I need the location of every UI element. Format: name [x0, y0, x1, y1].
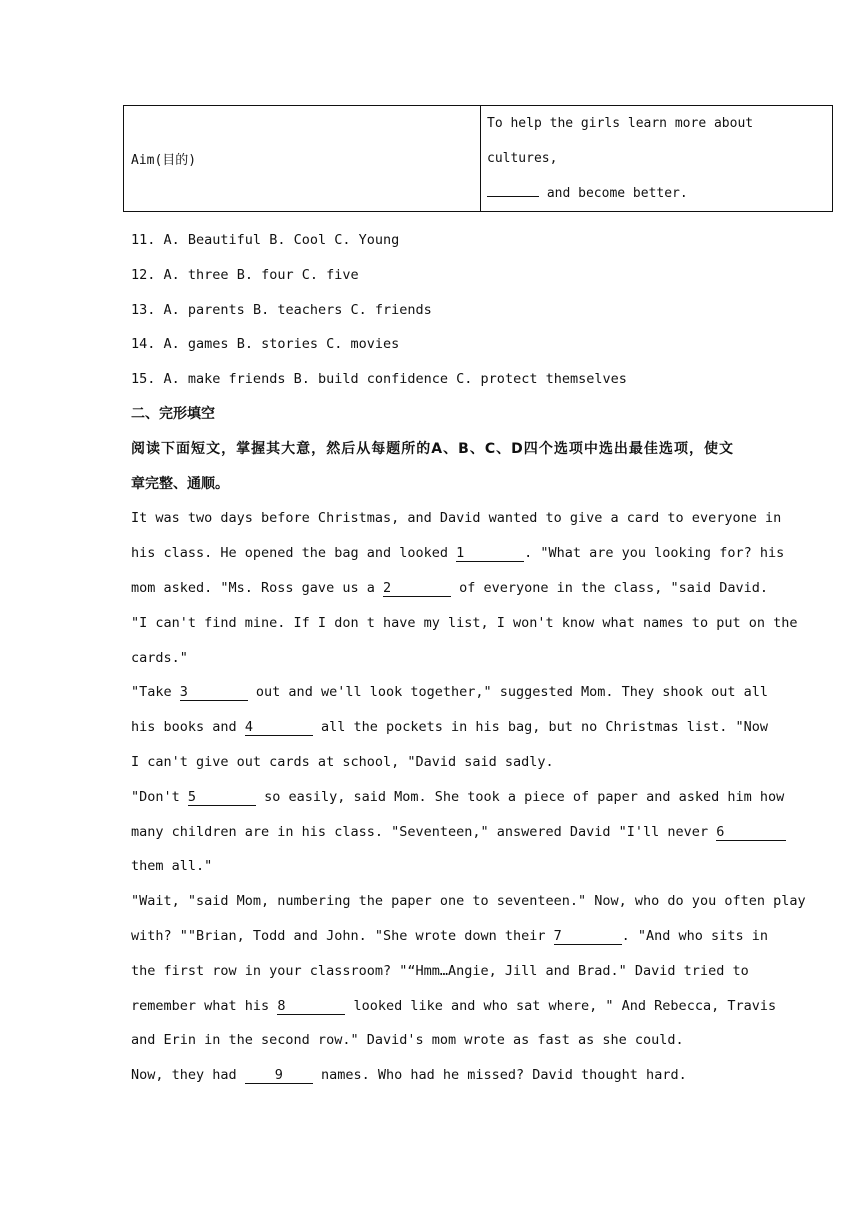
passage-line: "Wait, "said Mom, numbering the paper one to seventeen." Now, who do you often play: [131, 893, 806, 910]
aim-value-line-1: To help the girls learn more about cultures,: [487, 116, 754, 166]
option-row-15: 15. A. make friends B. build confidence C. protect themselves: [131, 371, 627, 388]
passage-line: remember what his 8 looked like and who sat where, " And Rebecca, Travis: [131, 997, 777, 1014]
passage-line: his class. He opened the bag and looked 1 . "What are you looking for? his: [131, 545, 785, 562]
passage-line: and Erin in the second row." David's mom wrote as fast as she could.: [131, 1032, 684, 1049]
option-row-11: 11. A. Beautiful B. Cool C. Young: [131, 232, 400, 248]
gap-5: 5: [188, 790, 256, 806]
passage-line: "I can't find mine. If I don t have my list, I won't know what names to put on the: [131, 614, 798, 631]
passage-line: "Don't 5 so easily, said Mom. She took a piece of paper and asked him how: [131, 788, 785, 805]
gap-2: 2: [383, 581, 451, 597]
passage-line: mom asked. "Ms. Ross gave us a 2 of everyone in the class, "said David.: [131, 579, 768, 596]
passage-line: his books and 4 all the pockets in his bag, but no Christmas list. "Now: [131, 719, 768, 736]
option-row-14: 14. A. games B. stories C. movies: [131, 336, 400, 353]
aim-value-cell: [481, 106, 833, 212]
option-row-12: 12. A. three B. four C. five: [131, 266, 359, 283]
gap-6: 6: [716, 825, 786, 841]
gap-3: 3: [180, 685, 248, 701]
passage-line: cards.": [131, 649, 188, 666]
section-title: 二、完形填空: [131, 405, 215, 422]
gap-4: 4: [245, 720, 313, 736]
passage-line: It was two days before Christmas, and David wanted to give a card to everyone in: [131, 510, 782, 527]
document-content: [131, 223, 806, 1093]
passage-line: Now, they had 9 names. Who had he missed? David thought hard.: [131, 1067, 687, 1084]
option-row-13: 13. A. parents B. teachers C. friends: [131, 301, 432, 318]
gap-7: 7: [554, 929, 622, 945]
aim-label: Aim(目的): [131, 153, 197, 168]
gap-8: 8: [277, 999, 345, 1015]
aim-label-cell: [124, 106, 481, 212]
passage-line: with? ""Brian, Todd and John. "She wrote down their 7 . "And who sits in: [131, 927, 768, 944]
section-instruction-line-2: 章完整、通顺。: [131, 475, 229, 492]
passage-line: the first row in your classroom? "“Hmm…Angie, Jill and Brad." David tried to: [131, 962, 749, 979]
passage-line: them all.": [131, 858, 213, 875]
answer-blank: [487, 184, 539, 197]
gap-1: 1: [456, 546, 524, 562]
passage-line: I can't give out cards at school, "David said sadly.: [131, 753, 554, 770]
passage-line: many children are in his class. "Seventeen," answered David "I'll never 6: [131, 815, 733, 850]
aim-table: [123, 105, 833, 212]
passage-line: "Take 3 out and we'll look together," suggested Mom. They shook out all: [131, 684, 768, 701]
gap-9: 9: [245, 1068, 313, 1084]
aim-value-line-2: and become better.: [487, 176, 826, 211]
section-instruction-line-1: 阅读下面短文，掌握其大意，然后从每题所的A、B、C、D四个选项中选出最佳选项，使文: [131, 440, 733, 457]
